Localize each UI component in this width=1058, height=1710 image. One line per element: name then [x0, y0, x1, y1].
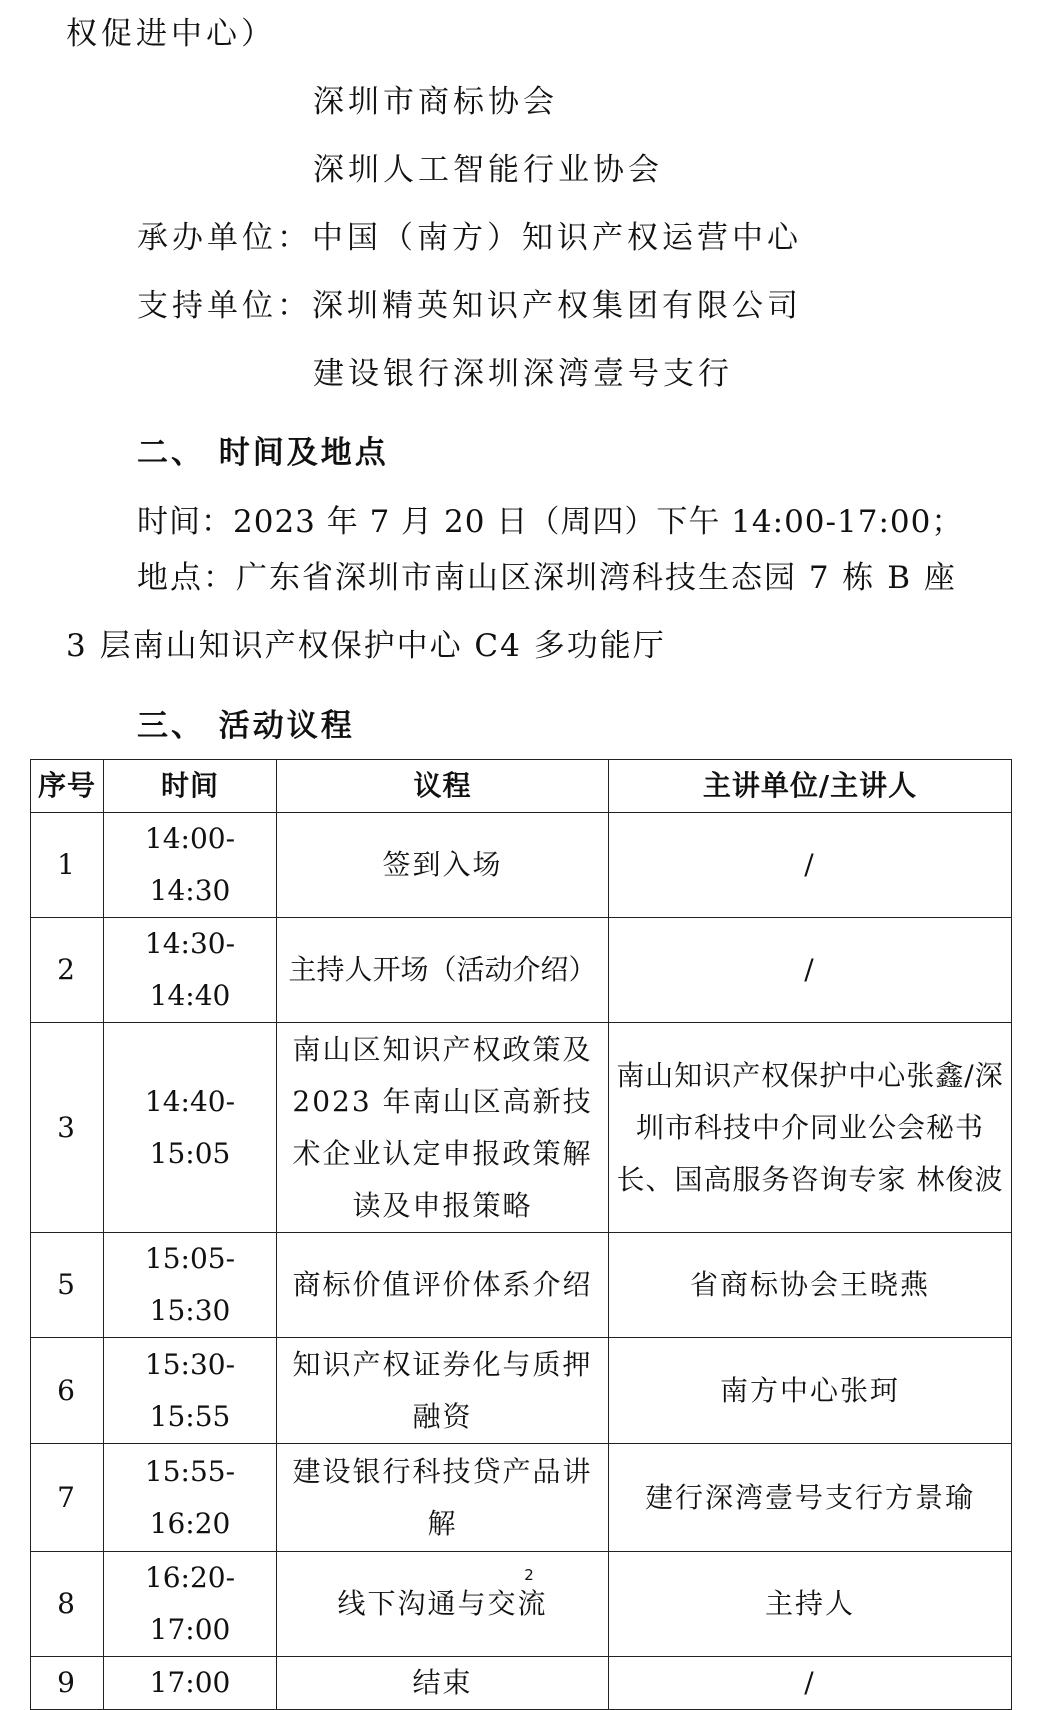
row-no: 8	[31, 1552, 104, 1657]
organizer-continuation: 权促进中心）	[66, 16, 276, 52]
header-no: 序号	[31, 760, 104, 813]
row-no: 3	[31, 1023, 104, 1233]
row-time: 15:55-16:20	[104, 1444, 277, 1552]
row-no: 6	[31, 1338, 104, 1444]
row-topic: 结束	[277, 1657, 609, 1710]
row-time: 16:20-17:00	[104, 1552, 277, 1657]
table-row	[31, 1444, 1012, 1552]
row-time: 15:30-15:55	[104, 1338, 277, 1444]
event-place-line-1: 地点：广东省深圳市南山区深圳湾科技生态园 7 栋 B 座	[137, 560, 957, 596]
support-unit-value-1: 深圳精英知识产权集团有限公司	[312, 288, 802, 324]
row-speaker: /	[609, 1657, 1012, 1710]
row-no: 7	[31, 1444, 104, 1552]
table-row	[31, 918, 1012, 1023]
row-time: 15:05-15:30	[104, 1233, 277, 1338]
host-unit-label: 承办单位：	[137, 220, 312, 256]
row-speaker: 南山知识产权保护中心张鑫/深圳市科技中介同业公会秘书长、国高服务咨询专家 林俊波	[609, 1023, 1012, 1233]
support-unit-label: 支持单位：	[137, 288, 312, 324]
section-3-heading: 三、 活动议程	[137, 708, 355, 744]
table-row	[31, 1023, 1012, 1233]
row-time: 14:40-15:05	[104, 1023, 277, 1233]
row-speaker: 建行深湾壹号支行方景瑜	[609, 1444, 1012, 1552]
row-no: 5	[31, 1233, 104, 1338]
co-organizer-2: 深圳人工智能行业协会	[313, 152, 663, 188]
support-unit-value-2: 建设银行深圳深湾壹号支行	[313, 356, 733, 392]
row-speaker: 主持人	[609, 1552, 1012, 1657]
row-speaker: 南方中心张珂	[609, 1338, 1012, 1444]
header-time: 时间	[104, 760, 277, 813]
row-topic: 建设银行科技贷产品讲解	[277, 1444, 609, 1552]
table-row	[31, 1233, 1012, 1338]
event-place-line-2: 3 层南山知识产权保护中心 C4 多功能厅	[66, 628, 666, 664]
row-time: 14:00-14:30	[104, 813, 277, 918]
table-row	[31, 1338, 1012, 1444]
row-speaker: /	[609, 813, 1012, 918]
header-speaker: 主讲单位/主讲人	[609, 760, 1012, 813]
host-unit-line	[137, 218, 802, 258]
row-topic: 签到入场	[277, 813, 609, 918]
event-time-line: 时间：2023 年 7 月 20 日（周四）下午 14:00-17:00；	[137, 504, 964, 540]
row-topic: 知识产权证券化与质押融资	[277, 1338, 609, 1444]
row-no: 1	[31, 813, 104, 918]
row-no: 9	[31, 1657, 104, 1710]
host-unit-value: 中国（南方）知识产权运营中心	[312, 220, 802, 256]
header-topic: 议程	[277, 760, 609, 813]
co-organizer-1: 深圳市商标协会	[313, 84, 558, 120]
page-number: 2	[524, 1566, 534, 1584]
row-topic: 南山区知识产权政策及2023 年南山区高新技术企业认定申报政策解读及申报策略	[277, 1023, 609, 1233]
support-unit-line	[137, 286, 802, 326]
row-no: 2	[31, 918, 104, 1023]
row-time: 14:30-14:40	[104, 918, 277, 1023]
row-time: 17:00	[104, 1657, 277, 1710]
row-speaker: /	[609, 918, 1012, 1023]
row-topic: 商标价值评价体系介绍	[277, 1233, 609, 1338]
table-row	[31, 1657, 1012, 1710]
row-topic: 线下沟通与交流	[277, 1552, 609, 1657]
agenda-header-row	[31, 760, 1012, 813]
table-row	[31, 813, 1012, 918]
section-2-heading: 二、 时间及地点	[137, 435, 389, 471]
row-speaker: 省商标协会王晓燕	[609, 1233, 1012, 1338]
row-topic: 主持人开场（活动介绍）	[277, 918, 609, 1023]
